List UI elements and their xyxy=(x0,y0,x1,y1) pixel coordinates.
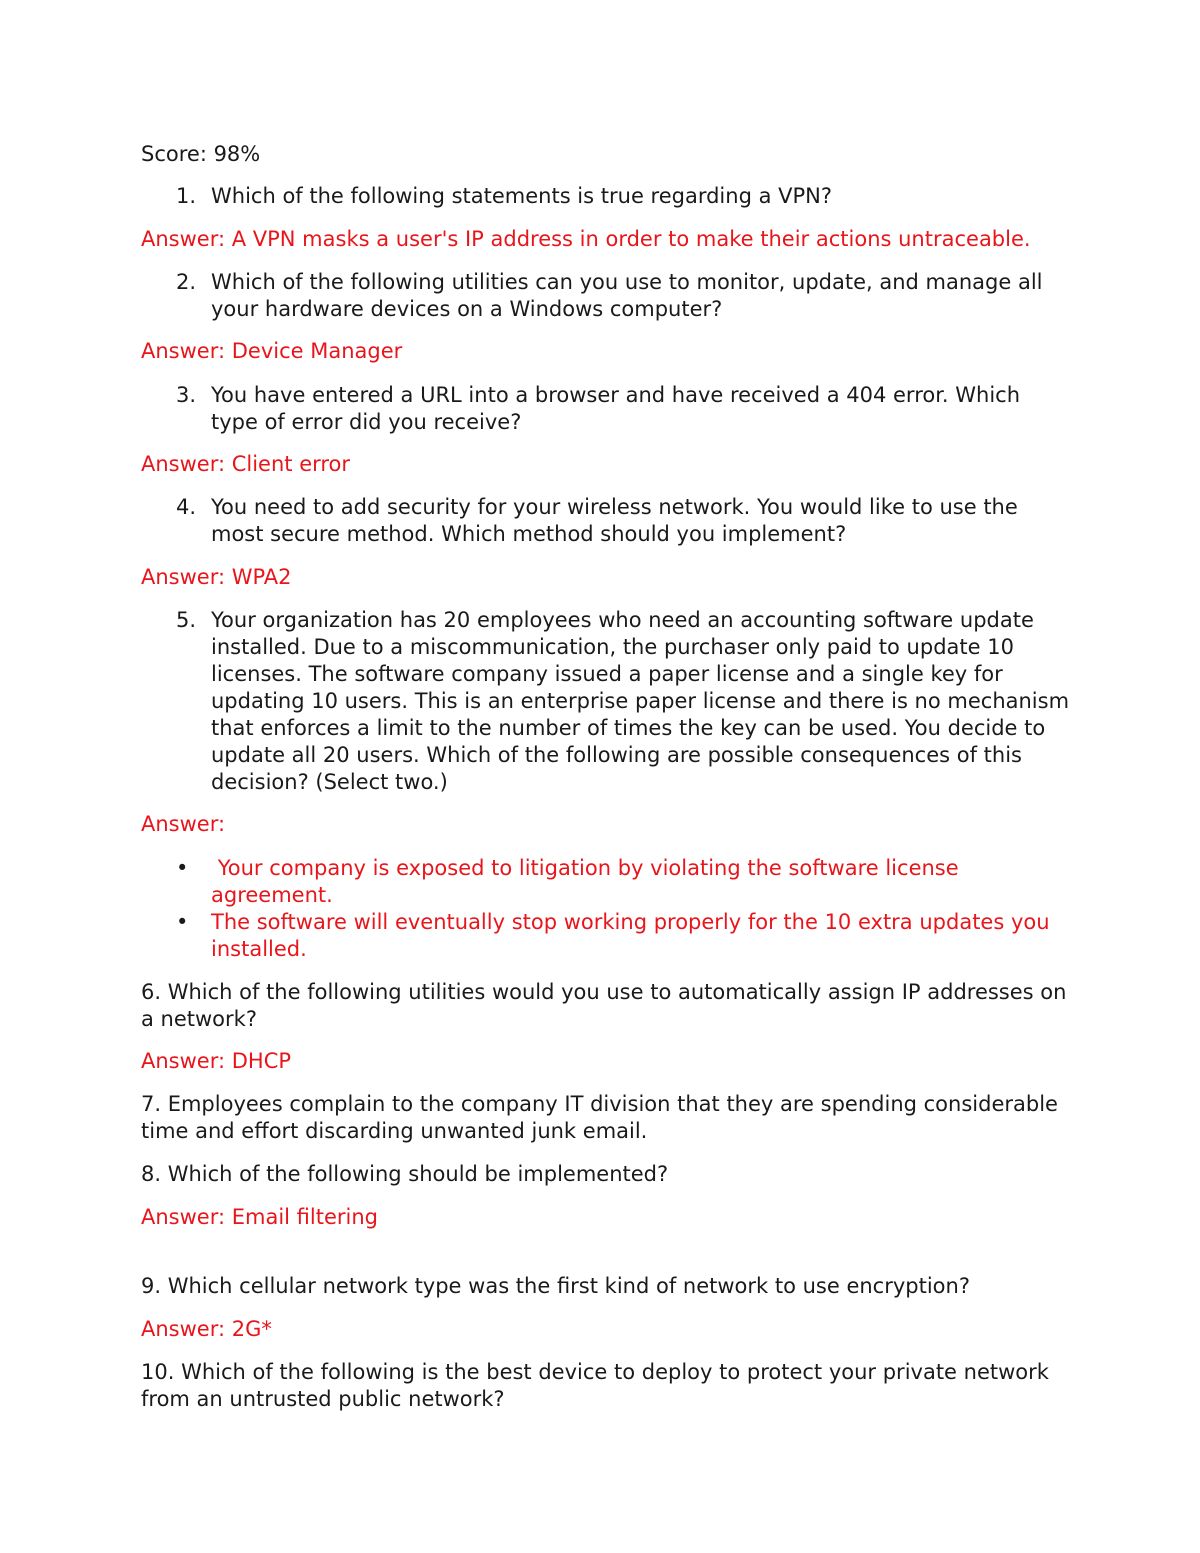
bullet-text: Your company is exposed to litigation by violating the software license agreement. xyxy=(211,856,966,907)
question-number: 5. xyxy=(176,608,197,632)
question-10: 10. Which of the following is the best device to deploy to protect your private network from an untrusted public network? xyxy=(141,1360,1049,1411)
answer-2: Answer: Device Manager xyxy=(141,339,403,363)
question-text: Your organization has 20 employees who need an accounting software update installed. Due to a miscommunication, the purchaser only paid to update 10 licenses. The software company issued a paper license and a single key for updating 10 users. This is an enterprise paper license and there is no mechanism that enforces a limit to the number of times the key can be used. You decide to update all 20 users. Which of the following are possible consequences of this decision? (Select two.) xyxy=(211,608,1070,794)
question-number: 4. xyxy=(176,495,197,519)
answer-5: Answer: xyxy=(141,812,226,836)
bullet-text: The software will eventually stop working properly for the 10 extra updates you installed. xyxy=(211,910,1050,961)
question-text: Which of the following statements is true regarding a VPN? xyxy=(211,184,832,208)
question-7: 7. Employees complain to the company IT division that they are spending considerable time and effort discarding unwanted junk email. xyxy=(141,1092,1058,1143)
score-line: Score: 98% xyxy=(141,142,261,166)
question-9: 9. Which cellular network type was the first kind of network to use encryption? xyxy=(141,1274,970,1298)
question-8: 8. Which of the following should be implemented? xyxy=(141,1162,669,1186)
question-number: 1. xyxy=(176,184,197,208)
bullet-icon: • xyxy=(176,910,189,934)
answer-9: Answer: 2G* xyxy=(141,1317,272,1341)
answer-8: Answer: Email filtering xyxy=(141,1205,378,1229)
bullet-icon: • xyxy=(176,856,189,880)
answer-3: Answer: Client error xyxy=(141,452,351,476)
question-text: Which of the following utilities can you use to monitor, update, and manage all your hardware devices on a Windows computer? xyxy=(211,270,1043,321)
question-number: 3. xyxy=(176,383,197,407)
question-number: 2. xyxy=(176,270,197,294)
answer-4: Answer: WPA2 xyxy=(141,565,292,589)
answer-6: Answer: DHCP xyxy=(141,1049,292,1073)
answer-1: Answer: A VPN masks a user's IP address in order to make their actions untraceable. xyxy=(141,227,1031,251)
question-text: You need to add security for your wireless network. You would like to use the most secure method. Which method should you implement? xyxy=(211,495,1018,546)
question-6: 6. Which of the following utilities would you use to automatically assign IP addresses on a network? xyxy=(141,980,1067,1031)
question-text: You have entered a URL into a browser and have received a 404 error. Which type of error did you receive? xyxy=(211,383,1021,434)
